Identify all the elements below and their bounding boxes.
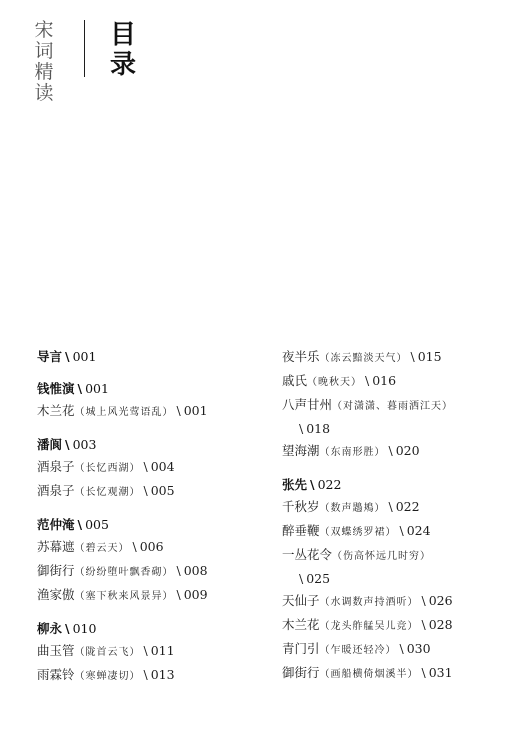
toc-entry-continuation	[282, 568, 492, 590]
separator: \	[77, 381, 83, 396]
poem-title: 酒泉子	[37, 483, 75, 498]
toc-section	[37, 618, 267, 688]
poem-first-line: （乍暖还轻冷）	[319, 645, 397, 656]
separator: \	[176, 587, 181, 602]
separator: \	[299, 421, 304, 436]
author-name: 张先	[282, 477, 308, 492]
poem-title: 千秋岁	[282, 499, 320, 514]
separator: \	[388, 443, 393, 458]
poem-first-line: （东南形胜）	[319, 447, 386, 458]
poem-first-line: （晚秋天）	[307, 377, 363, 388]
separator: \	[65, 349, 70, 364]
separator: \	[310, 477, 315, 492]
page-title-char: 目	[109, 20, 136, 50]
page-number: 009	[183, 587, 208, 602]
separator: \	[421, 665, 426, 680]
page-number: 003	[72, 437, 97, 452]
poem-first-line: （纷纷堕叶飘香砌）	[74, 567, 174, 578]
separator: \	[143, 483, 148, 498]
toc-entry[interactable]	[37, 456, 267, 480]
separator: \	[176, 563, 181, 578]
book-title	[32, 20, 56, 104]
toc-entry[interactable]	[282, 496, 492, 520]
toc-section-heading[interactable]	[37, 434, 267, 456]
poem-first-line: （寒蝉凄切）	[74, 671, 141, 682]
page-number: 022	[317, 477, 342, 492]
poem-title: 夜半乐	[282, 349, 320, 364]
author-name: 钱惟演	[37, 381, 75, 396]
poem-title: 醉垂鞭	[282, 523, 320, 538]
toc-section	[282, 474, 492, 686]
toc-entry[interactable]	[282, 662, 492, 686]
poem-title: 曲玉管	[37, 643, 75, 658]
toc-entry[interactable]	[37, 400, 267, 424]
poem-first-line: （陇首云飞）	[74, 647, 141, 658]
toc-entry[interactable]	[282, 440, 492, 464]
poem-first-line: （龙头舴艋吴儿竞）	[319, 621, 419, 632]
poem-title: 戚氏	[282, 373, 308, 388]
toc-entry[interactable]	[282, 394, 492, 440]
toc-entry[interactable]	[37, 664, 267, 688]
page-number: 024	[406, 523, 431, 538]
page-number: 030	[406, 641, 431, 656]
toc-section-heading[interactable]	[37, 346, 267, 368]
poem-title: 酒泉子	[37, 459, 75, 474]
toc-section-heading[interactable]	[37, 618, 267, 640]
poem-title: 苏幕遮	[37, 539, 75, 554]
toc-entry[interactable]	[282, 520, 492, 544]
poem-first-line: （碧云天）	[74, 543, 130, 554]
toc-entry-continuation	[282, 418, 492, 440]
separator: \	[143, 459, 148, 474]
poem-first-line: （对潇潇、暮雨洒江天）	[332, 401, 454, 412]
page-number: 004	[150, 459, 175, 474]
toc-section-heading[interactable]	[282, 474, 492, 496]
separator: \	[143, 643, 148, 658]
page-number: 001	[85, 381, 109, 396]
separator: \	[410, 349, 415, 364]
poem-first-line: （伤高怀远几时穷）	[332, 551, 432, 562]
toc-entry[interactable]	[282, 638, 492, 662]
toc-section	[37, 434, 267, 504]
toc-entry[interactable]	[37, 536, 267, 560]
author-name: 潘阆	[37, 437, 63, 452]
poem-first-line: （数声鶗鴂）	[319, 503, 386, 514]
separator: \	[399, 523, 404, 538]
toc-right-column	[282, 346, 492, 696]
toc-entry[interactable]	[282, 346, 492, 370]
separator: \	[65, 621, 70, 636]
author-name: 柳永	[37, 621, 63, 636]
page-number: 018	[306, 421, 331, 436]
poem-title: 望海潮	[282, 443, 320, 458]
poem-first-line: （双蝶绣罗裙）	[319, 527, 397, 538]
separator: \	[421, 617, 426, 632]
page-number: 010	[72, 621, 97, 636]
poem-title: 御街行	[37, 563, 75, 578]
page-number: 005	[150, 483, 175, 498]
page-number: 013	[150, 667, 175, 682]
toc-section	[282, 346, 492, 464]
page-title	[108, 20, 138, 80]
poem-first-line: （水调数声持酒听）	[319, 597, 419, 608]
poem-first-line: （长忆观潮）	[74, 487, 141, 498]
author-name: 范仲淹	[37, 517, 75, 532]
book-title-char: 读	[34, 82, 54, 104]
separator: \	[132, 539, 137, 554]
poem-title: 一丛花令	[282, 547, 333, 562]
toc-entry[interactable]	[282, 590, 492, 614]
book-title-char: 词	[34, 40, 54, 62]
separator: \	[388, 499, 393, 514]
toc-section-heading[interactable]	[37, 514, 267, 536]
separator: \	[365, 373, 370, 388]
poem-first-line: （画船横倚烟溪半）	[319, 669, 419, 680]
toc-entry[interactable]	[282, 370, 492, 394]
poem-title: 木兰花	[282, 617, 320, 632]
poem-title: 天仙子	[282, 593, 320, 608]
toc-section	[37, 378, 267, 424]
toc-section-heading[interactable]	[37, 378, 267, 400]
toc-section	[37, 346, 267, 368]
toc-entry[interactable]	[37, 584, 267, 608]
book-title-char: 宋	[34, 19, 54, 41]
page-number: 006	[139, 539, 164, 554]
page-number: 022	[395, 499, 420, 514]
poem-title: 御街行	[282, 665, 320, 680]
page-number: 001	[183, 403, 208, 418]
separator: \	[65, 437, 70, 452]
toc-entry[interactable]	[282, 614, 492, 638]
poem-title: 木兰花	[37, 403, 75, 418]
toc-section	[37, 514, 267, 608]
separator: \	[421, 593, 426, 608]
toc-entry[interactable]	[37, 480, 267, 504]
page-number: 008	[183, 563, 208, 578]
page-number: 016	[372, 373, 397, 388]
poem-first-line: （塞下秋来风景异）	[74, 591, 174, 602]
page-number: 025	[306, 571, 331, 586]
poem-title: 雨霖铃	[37, 667, 75, 682]
toc-entry[interactable]	[282, 544, 492, 590]
separator: \	[77, 517, 83, 532]
toc-entry[interactable]	[37, 640, 267, 664]
separator: \	[143, 667, 148, 682]
separator: \	[299, 571, 304, 586]
page-number: 015	[417, 349, 442, 364]
page-number: 011	[150, 643, 175, 658]
poem-title: 渔家傲	[37, 587, 75, 602]
toc-entry[interactable]	[37, 560, 267, 584]
page-number: 031	[428, 665, 453, 680]
page-number: 005	[85, 517, 109, 532]
page-number: 020	[395, 443, 420, 458]
separator: \	[176, 403, 181, 418]
page-number: 028	[428, 617, 453, 632]
page-number: 001	[72, 349, 97, 364]
poem-first-line: （城上风光莺语乱）	[74, 407, 174, 418]
title-divider	[84, 20, 85, 77]
separator: \	[399, 641, 404, 656]
poem-first-line: （长忆西湖）	[74, 463, 141, 474]
poem-title: 青门引	[282, 641, 320, 656]
author-name: 导言	[37, 349, 63, 364]
page-number: 026	[428, 593, 453, 608]
poem-title: 八声甘州	[282, 397, 333, 412]
toc-left-column	[37, 346, 267, 698]
page-title-char: 录	[109, 50, 136, 80]
book-title-char: 精	[34, 61, 54, 83]
poem-first-line: （冻云黯淡天气）	[319, 353, 408, 364]
